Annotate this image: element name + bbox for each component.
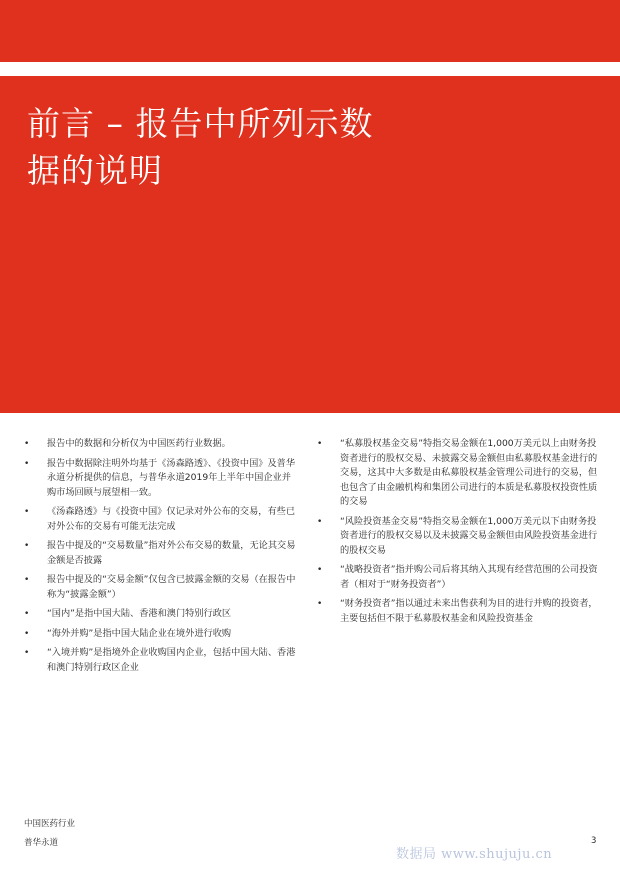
list-item-text: 报告中数据除注明外均基于《汤森路透》、《投资中国》及普华永道分析提供的信息，与普华永道2019年上半年中国企业并购市场回顾与展望相一致。 [47, 457, 296, 498]
page-number: 3 [591, 836, 597, 846]
bullet-icon: • [24, 648, 30, 658]
footer-industry: 中国医药行业 [24, 819, 76, 829]
footer [24, 818, 75, 856]
bullet-icon: • [24, 609, 30, 619]
left-bullet-list [24, 437, 296, 680]
list-item-text: “入境并购”是指境外企业收购国内企业，包括中国大陆、香港和澳门特别行政区企业 [47, 647, 296, 673]
watermark-text: 数据局 www.shujuju.cn [396, 847, 553, 862]
bullet-icon: • [24, 439, 30, 449]
list-item-text: 《汤森路透》与《投资中国》仅记录对外公布的交易，有些已对外公布的交易有可能无法完成 [47, 506, 296, 532]
white-divider-stripe [0, 62, 620, 76]
list-item-text: 报告中提及的“交易金额”仅包含已披露金额的交易（在报告中称为“披露金额”） [47, 574, 296, 600]
bullet-icon: • [24, 575, 30, 585]
bullet-icon: • [24, 628, 30, 639]
page-title [27, 100, 507, 194]
list-item-text: “海外并购”是指中国大陆企业在境外进行收购 [47, 627, 232, 639]
list-item-text: “私募股权基金交易”特指交易金额在1,000万美元以上由财务投资者进行的股权交易、未披露交易金额但由私募股权基金进行的交易，这其中大多数是由私募股权基金管理公司进行的交易，但也包含了由金融机构和集团公司进行的本质是私募股权投资性质的交易 [340, 438, 598, 507]
list-item-text: “战略投资者”指并购公司后将其纳入其现有经营范围的公司投资者（相对于“财务投资者”） [340, 564, 598, 590]
list-item [24, 505, 296, 534]
list-item [24, 607, 296, 622]
bullet-icon: • [317, 439, 323, 449]
page-title-line-2: 据的说明 [27, 151, 163, 190]
bullet-icon: • [317, 565, 323, 575]
list-item-text: “财务投资者”指以通过未来出售获利为目的进行并购的投资者，主要包括但不限于私募股权基金和风险投资基金 [340, 598, 598, 624]
right-bullet-list [317, 437, 600, 631]
list-item [317, 597, 600, 626]
bullet-icon: • [24, 507, 30, 517]
list-item-text: “风险投资基金交易”特指交易金额在1,000万美元以下由财务投资者进行的股权交易以及未披露交易金额但由风险投资基金进行的股权交易 [340, 515, 598, 556]
list-item [24, 539, 296, 568]
list-item [24, 457, 296, 501]
list-item-text: 报告中提及的“交易数量”指对外公布交易的数量，无论其交易金额是否披露 [47, 540, 296, 566]
list-item-text: 报告中的数据和分析仅为中国医药行业数据。 [47, 438, 231, 449]
top-red-band [0, 0, 620, 62]
bullet-icon: • [317, 516, 323, 527]
list-item-text: “国内”是指中国大陆、香港和澳门特别行政区 [47, 608, 232, 619]
list-item [24, 437, 296, 452]
list-item [24, 573, 296, 602]
bullet-icon: • [24, 541, 30, 551]
list-item [317, 563, 600, 592]
bullet-icon: • [24, 458, 30, 469]
page-title-line-1: 前言 – 报告中所列示数 [27, 104, 374, 143]
list-item [24, 627, 296, 642]
list-item [317, 437, 600, 510]
footer-company: 普华永道 [24, 838, 59, 848]
list-item [317, 515, 600, 559]
list-item [24, 646, 296, 675]
bullet-icon: • [317, 599, 323, 609]
